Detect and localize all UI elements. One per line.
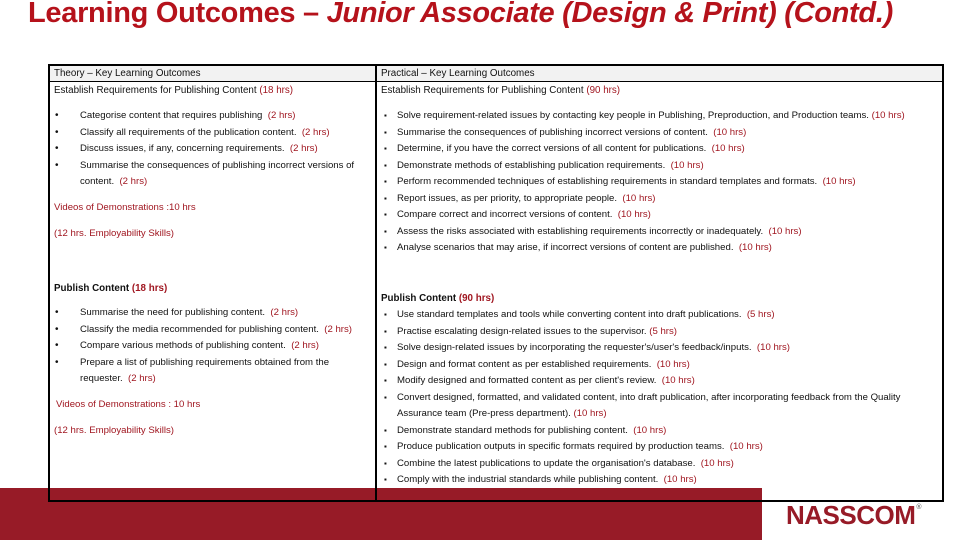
practical-header: Practical – Key Learning Outcomes	[377, 66, 942, 82]
logo-text: NASSCOM	[786, 500, 916, 530]
list-item: ▪ Modify designed and formatted content as per client's review. (10 hrs)	[377, 373, 942, 390]
theory-column	[50, 66, 377, 500]
theory-section-1-heading	[50, 82, 375, 99]
list-item: ▪ Use standard templates and tools while converting content into draft publications. (5 hrs)	[377, 307, 942, 324]
heading-hours: (18 hrs)	[259, 85, 294, 96]
employability-note: (12 hrs. Employability Skills)	[54, 425, 174, 436]
title-italic: Junior Associate (Design & Print) (Contd.)	[326, 0, 893, 29]
list-item: • Summarise the consequences of publishing incorrect versions of content. (2 hrs)	[50, 158, 375, 191]
theory-section-2-heading	[50, 280, 375, 297]
heading-text: Publish Content	[54, 283, 130, 294]
list-item: • Compare various methods of publishing content. (2 hrs)	[50, 338, 375, 355]
list-item: ▪ Design and format content as per established requirements. (10 hrs)	[377, 357, 942, 374]
heading-text: Establish Requirements for Publishing Content	[54, 85, 257, 96]
page-title	[28, 0, 928, 27]
practical-section-2-list	[377, 307, 942, 489]
list-item: • Classify all requirements of the publication content. (2 hrs)	[50, 125, 375, 142]
list-item: ▪ Compare correct and incorrect versions of content. (10 hrs)	[377, 207, 942, 224]
list-item: ▪ Convert designed, formatted, and validated content, into draft publication, after incorporating feedback from the Quality Assurance team (Pre-press department). (10 hrs)	[377, 390, 942, 423]
theory-section-1	[50, 108, 375, 243]
list-item: ▪ Comply with the industrial standards while publishing content. (10 hrs)	[377, 472, 942, 489]
practical-section-2-heading	[377, 290, 942, 307]
videos-note: Videos of Demonstrations :10 hrs	[54, 201, 196, 213]
list-item: ▪ Determine, if you have the correct versions of all content for publications. (10 hrs)	[377, 141, 942, 158]
list-item: ▪ Solve design-related issues by incorporating the requester's/user's feedback/inputs. (10 hrs)	[377, 340, 942, 357]
list-item: ▪ Solve requirement-related issues by contacting key people in Publishing, Preproduction, and Production teams. (10 hrs)	[377, 108, 942, 125]
list-item: ▪ Perform recommended techniques of establishing requirements in standard templates and formats. (10 hrs)	[377, 174, 942, 191]
theory-section-2-list	[50, 305, 375, 388]
list-item: • Classify the media recommended for publishing content. (2 hrs)	[50, 322, 375, 339]
practical-section-1	[377, 108, 942, 257]
list-item: ▪ Assess the risks associated with establishing requirements incorrectly or inadequately. (10 hrs)	[377, 224, 942, 241]
list-item: • Prepare a list of publishing requirements obtained from the requester. (2 hrs)	[50, 355, 375, 388]
list-item: ▪ Demonstrate methods of establishing publication requirements. (10 hrs)	[377, 158, 942, 175]
practical-section-1-heading	[377, 82, 942, 99]
theory-header: Theory – Key Learning Outcomes	[50, 66, 375, 82]
list-item: ▪ Practise escalating design-related issues to the supervisor. (5 hrs)	[377, 324, 942, 341]
heading-hours: (90 hrs)	[586, 85, 621, 96]
practical-column	[377, 66, 942, 500]
title-main: Learning Outcomes –	[28, 0, 327, 29]
list-item: ▪ Analyse scenarios that may arise, if incorrect versions of content are published. (10 hrs)	[377, 240, 942, 257]
videos-note: Videos of Demonstrations : 10 hrs	[56, 398, 201, 410]
employability-note: (12 hrs. Employability Skills)	[54, 228, 174, 239]
theory-section-2	[50, 280, 375, 440]
practical-section-2	[377, 290, 942, 489]
theory-section-1-list	[50, 108, 375, 191]
list-item: ▪ Combine the latest publications to update the organisation's database. (10 hrs)	[377, 456, 942, 473]
learning-outcomes-table	[48, 64, 944, 502]
nasscom-logo	[786, 500, 921, 531]
list-item: • Categorise content that requires publishing (2 hrs)	[50, 108, 375, 125]
registered-mark: ®	[916, 504, 922, 511]
list-item: • Summarise the need for publishing content. (2 hrs)	[50, 305, 375, 322]
list-item: • Discuss issues, if any, concerning requirements. (2 hrs)	[50, 141, 375, 158]
heading-hours: (90 hrs)	[458, 293, 495, 304]
list-item: ▪ Summarise the consequences of publishing incorrect versions of content. (10 hrs)	[377, 125, 942, 142]
list-item: ▪ Produce publication outputs in specific formats required by production teams. (10 hrs)	[377, 439, 942, 456]
list-item: ▪ Report issues, as per priority, to appropriate people. (10 hrs)	[377, 191, 942, 208]
heading-text: Publish Content	[381, 293, 457, 304]
heading-hours: (18 hrs)	[131, 283, 168, 294]
heading-text: Establish Requirements for Publishing Content	[381, 85, 584, 96]
practical-section-1-list	[377, 108, 942, 257]
list-item: ▪ Demonstrate standard methods for publishing content. (10 hrs)	[377, 423, 942, 440]
